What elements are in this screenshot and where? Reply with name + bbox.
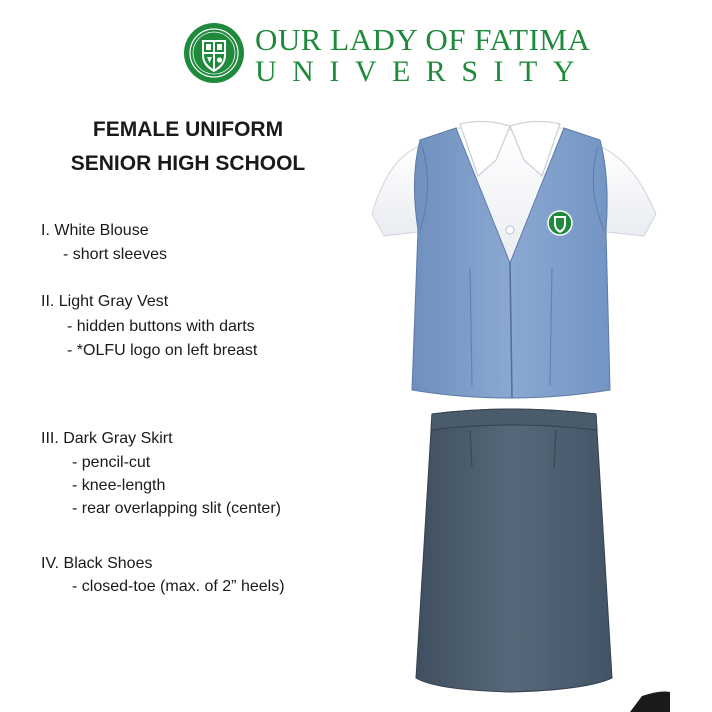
university-subtitle: UNIVERSITY — [255, 55, 590, 88]
skirt — [416, 409, 612, 692]
item-heading-shoes: IV. Black Shoes — [41, 555, 153, 572]
item-detail: - knee-length — [72, 477, 166, 494]
university-name: OUR LADY OF FATIMA — [255, 22, 591, 57]
blouse-button — [506, 226, 514, 234]
vest-logo-icon — [548, 211, 572, 235]
item-heading-vest: II. Light Gray Vest — [41, 293, 169, 310]
item-detail: - short sleeves — [63, 246, 168, 263]
blouse-sleeve-left — [372, 146, 420, 236]
item-detail: - *OLFU logo on left breast — [67, 342, 258, 359]
page-title: FEMALE UNIFORM — [92, 118, 284, 141]
item-detail: - hidden buttons with darts — [67, 318, 255, 335]
item-detail: - closed-toe (max. of 2” heels) — [72, 578, 285, 595]
olfu-seal-icon — [183, 22, 245, 84]
shoe — [630, 692, 670, 712]
uniform-illustration — [360, 118, 670, 712]
item-detail: - rear overlapping slit (center) — [72, 500, 281, 517]
page-subtitle: SENIOR HIGH SCHOOL — [70, 152, 306, 175]
university-header — [183, 18, 591, 88]
item-detail: - pencil-cut — [72, 454, 151, 471]
item-heading-blouse: I. White Blouse — [41, 222, 149, 239]
item-heading-skirt: III. Dark Gray Skirt — [41, 430, 173, 447]
